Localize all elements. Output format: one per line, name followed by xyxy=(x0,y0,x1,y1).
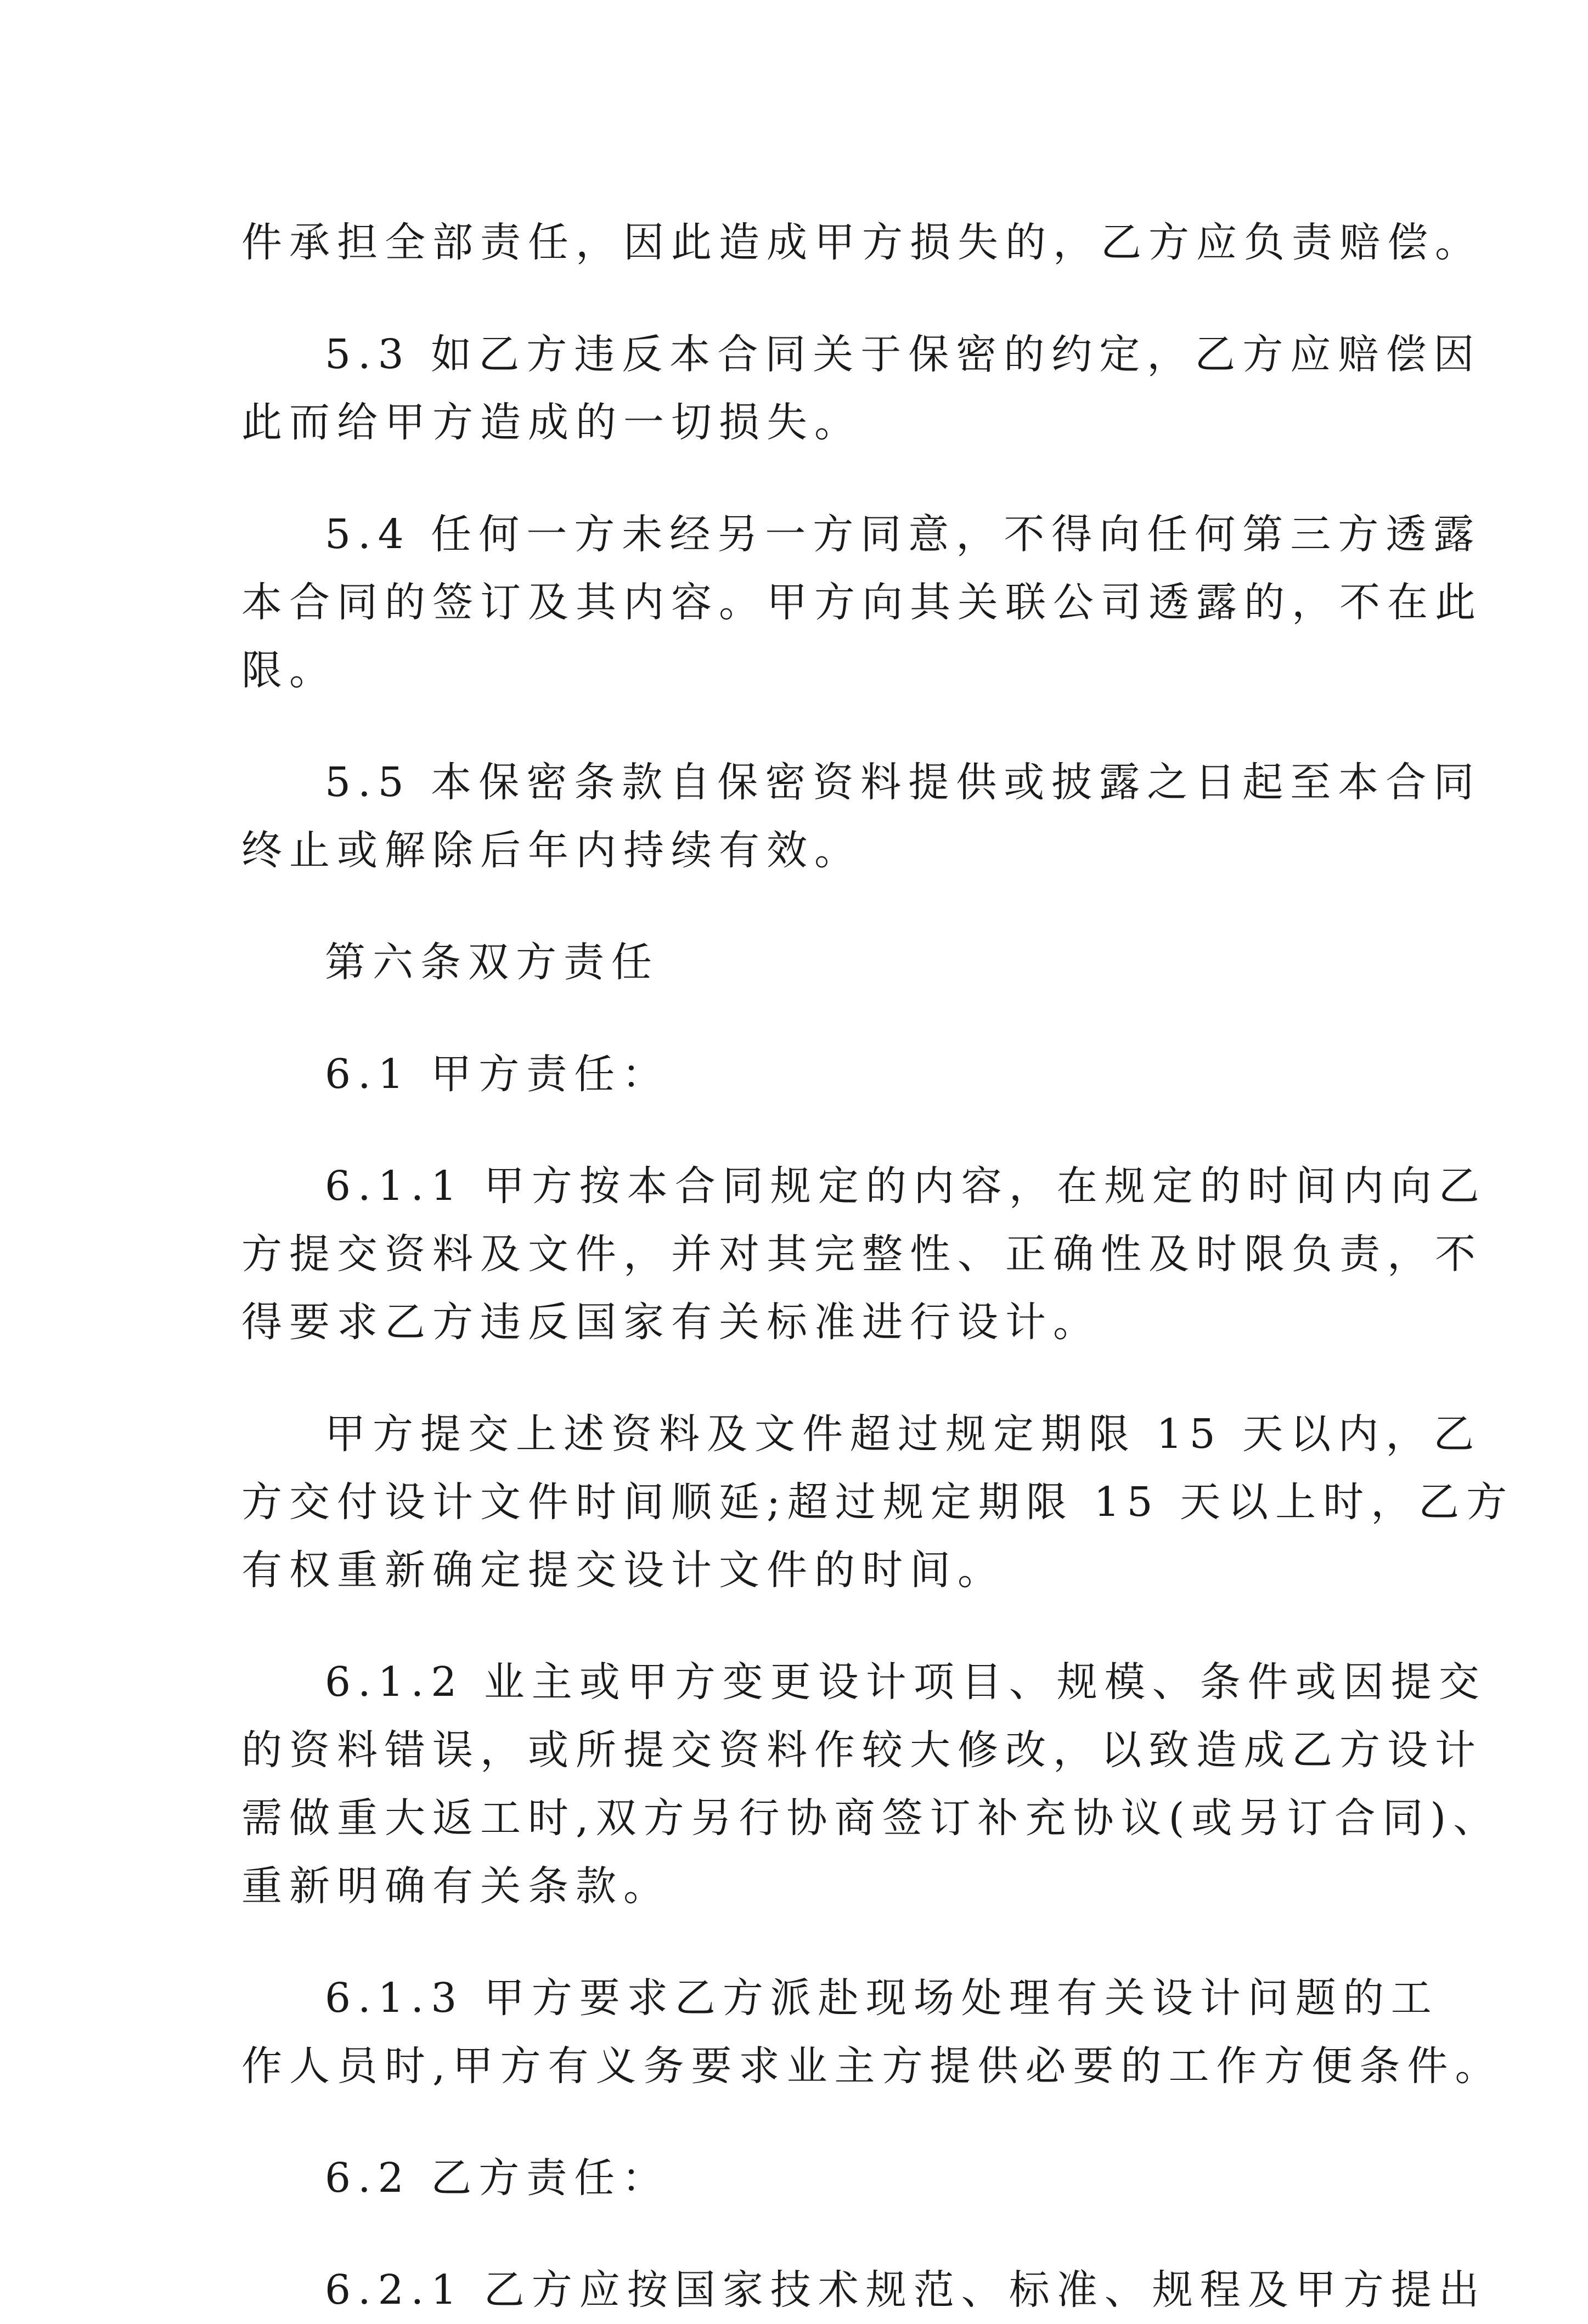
text-line: 的资料错误，或所提交资料作较大修改，以致造成乙方设计 xyxy=(241,1727,1483,1774)
paragraph-spacing xyxy=(241,1920,1394,1964)
paragraph-spacing xyxy=(241,277,1394,320)
paragraph-spacing xyxy=(241,1108,1394,1152)
text-line: 本合同的签订及其内容。甲方向其关联公司透露的，不在此 xyxy=(241,579,1483,626)
text-line: 需做重大返工时,双方另行协商签订补充协议(或另订合同)、 xyxy=(241,1795,1501,1842)
text-line: 第六条双方责任 xyxy=(325,939,659,986)
text-line: 6.2 乙方责任： xyxy=(325,2154,670,2202)
text-line: 重新明确有关条款。 xyxy=(241,1863,671,1910)
text-line: 甲方提交上述资料及文件超过规定期限 15 天以内，乙 xyxy=(325,1411,1482,1458)
text-line: 5.3 如乙方违反本合同关于保密的约定，乙方应赔偿因 xyxy=(325,331,1482,378)
text-line: 限。 xyxy=(241,647,337,694)
paragraph-spacing xyxy=(241,884,1394,928)
text-line: 方提交资料及文件，并对其完整性、正确性及时限负责，不 xyxy=(241,1231,1483,1278)
paragraph-p11 xyxy=(241,2144,1394,2212)
text-line: 作人员时,甲方有义务要求业主方提供必要的工作方便条件。 xyxy=(241,2043,1503,2090)
paragraph-p2 xyxy=(241,320,1482,456)
text-line: 方交付设计文件时间顺延;超过规定期限 15 天以上时，乙方 xyxy=(241,1479,1514,1526)
paragraph-p6 xyxy=(241,1040,1394,1108)
paragraph-spacing xyxy=(241,996,1394,1040)
paragraph-spacing xyxy=(241,2100,1394,2144)
paragraph-spacing xyxy=(241,704,1394,748)
text-line: 6.1.3 甲方要求乙方派赴现场处理有关设计问题的工 xyxy=(325,1975,1439,2022)
text-line: 得要求乙方违反国家有关标准进行设计。 xyxy=(241,1299,1101,1346)
text-line: 此而给甲方造成的一切损失。 xyxy=(241,399,862,446)
paragraph-p7 xyxy=(241,1152,1486,1356)
paragraph-spacing xyxy=(241,2212,1394,2256)
text-line: 件承担全部责任，因此造成甲方损失的，乙方应负责赔偿。 xyxy=(241,219,1483,266)
paragraph-p3 xyxy=(241,500,1483,704)
text-line: 5.5 本保密条款自保密资料提供或披露之日起至本合同 xyxy=(325,759,1482,806)
paragraph-p12 xyxy=(241,2256,1486,2324)
text-line: 6.2.1 乙方应按国家技术规范、标准、规程及甲方提出 xyxy=(325,2266,1486,2314)
paragraph-p1 xyxy=(241,208,1483,277)
paragraph-p10 xyxy=(241,1964,1503,2100)
paragraph-spacing xyxy=(241,1356,1394,1400)
text-line: 有权重新确定提交设计文件的时间。 xyxy=(241,1547,1005,1594)
text-line: 6.1.2 业主或甲方变更设计项目、规模、条件或因提交 xyxy=(325,1659,1486,1706)
paragraph-p5 xyxy=(241,928,1394,996)
paragraph-p8 xyxy=(241,1400,1514,1604)
paragraph-spacing xyxy=(241,1604,1394,1648)
text-line: 6.1.1 甲方按本合同规定的内容，在规定的时间内向乙 xyxy=(325,1163,1486,1210)
text-line: 5.4 任何一方未经另一方同意，不得向任何第三方透露 xyxy=(325,511,1482,558)
paragraph-p4 xyxy=(241,748,1482,884)
paragraph-p9 xyxy=(241,1648,1501,1920)
text-line: 终止或解除后年内持续有效。 xyxy=(241,827,862,874)
document-body xyxy=(241,208,1514,2324)
paragraph-spacing xyxy=(241,456,1394,500)
text-line: 6.1 甲方责任： xyxy=(325,1051,670,1098)
